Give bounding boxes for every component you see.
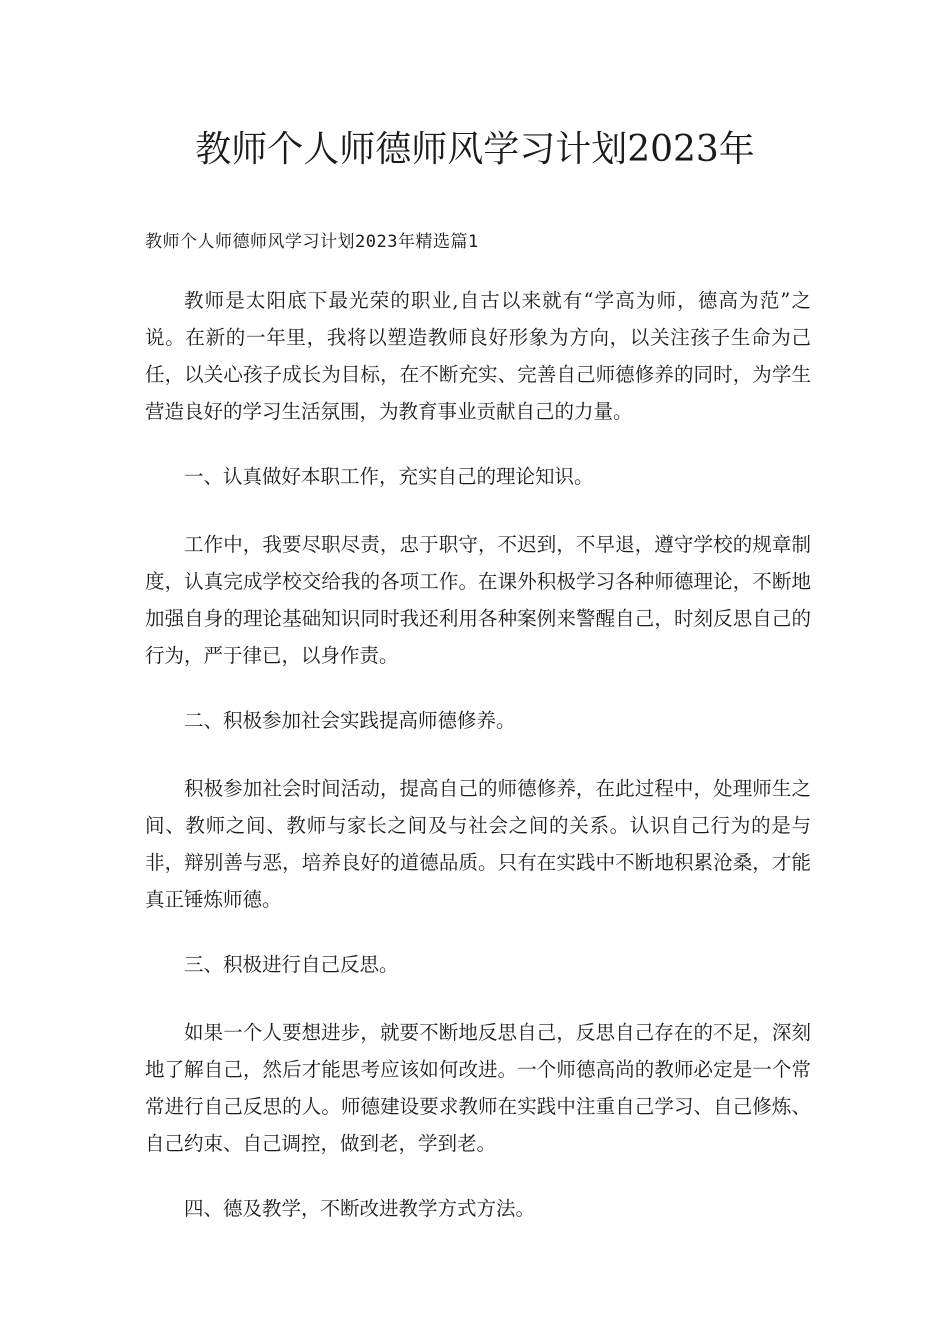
- document-title: 教师个人师德师风学习计划2023年: [195, 129, 755, 170]
- section-heading-4: 四、德及教学，不断改进教学方式方法。: [184, 1197, 536, 1220]
- section-heading-3: 三、积极进行自己反思。: [184, 953, 399, 976]
- section-paragraph-3: 如果一个人要想进步，就要不断地反思自己，反思自己存在的不足，深刻地了解自己，然后才能思考应该如何改进。一个师德高尚的教师必定是一个常常进行自己反思的人。师德建设要求教师在实践中注重自己学习、自己修炼、自己约束、自己调控，做到老，学到老。: [145, 1021, 811, 1155]
- section-heading-1: 一、认真做好本职工作，充实自己的理论知识。: [184, 465, 594, 488]
- section-paragraph-2: 积极参加社会时间活动，提高自己的师德修养，在此过程中，处理师生之间、教师之间、教师与家长之间及与社会之间的关系。认识自己行为的是与非，辩别善与恶，培养良好的道德品质。只有在实践中不断地积累沧桑，才能真正锤炼师德。: [145, 777, 811, 911]
- document-subtitle: 教师个人师德师风学习计划2023年精选篇1: [145, 232, 479, 252]
- document-body: [145, 282, 811, 1258]
- section-paragraph-1: 工作中，我要尽职尽责，忠于职守，不迟到，不早退，遵守学校的规章制度，认真完成学校交给我的各项工作。在课外积极学习各种师德理论，不断地加强自身的理论基础知识同时我还利用各种案例来警醒自己，时刻反思自己的行为，严于律已，以身作责。: [145, 533, 811, 667]
- section-heading-2: 二、积极参加社会实践提高师德修养。: [184, 709, 516, 732]
- intro-paragraph: 教师是太阳底下最光荣的职业,自古以来就有“学高为师，德高为范”之说。在新的一年里，我将以塑造教师良好形象为方向，以关注孩子生命为己任，以关心孩子成长为目标，在不断充实、完善自己师德修养的同时，为学生营造良好的学习生活氛围，为教育事业贡献自己的力量。: [145, 289, 811, 423]
